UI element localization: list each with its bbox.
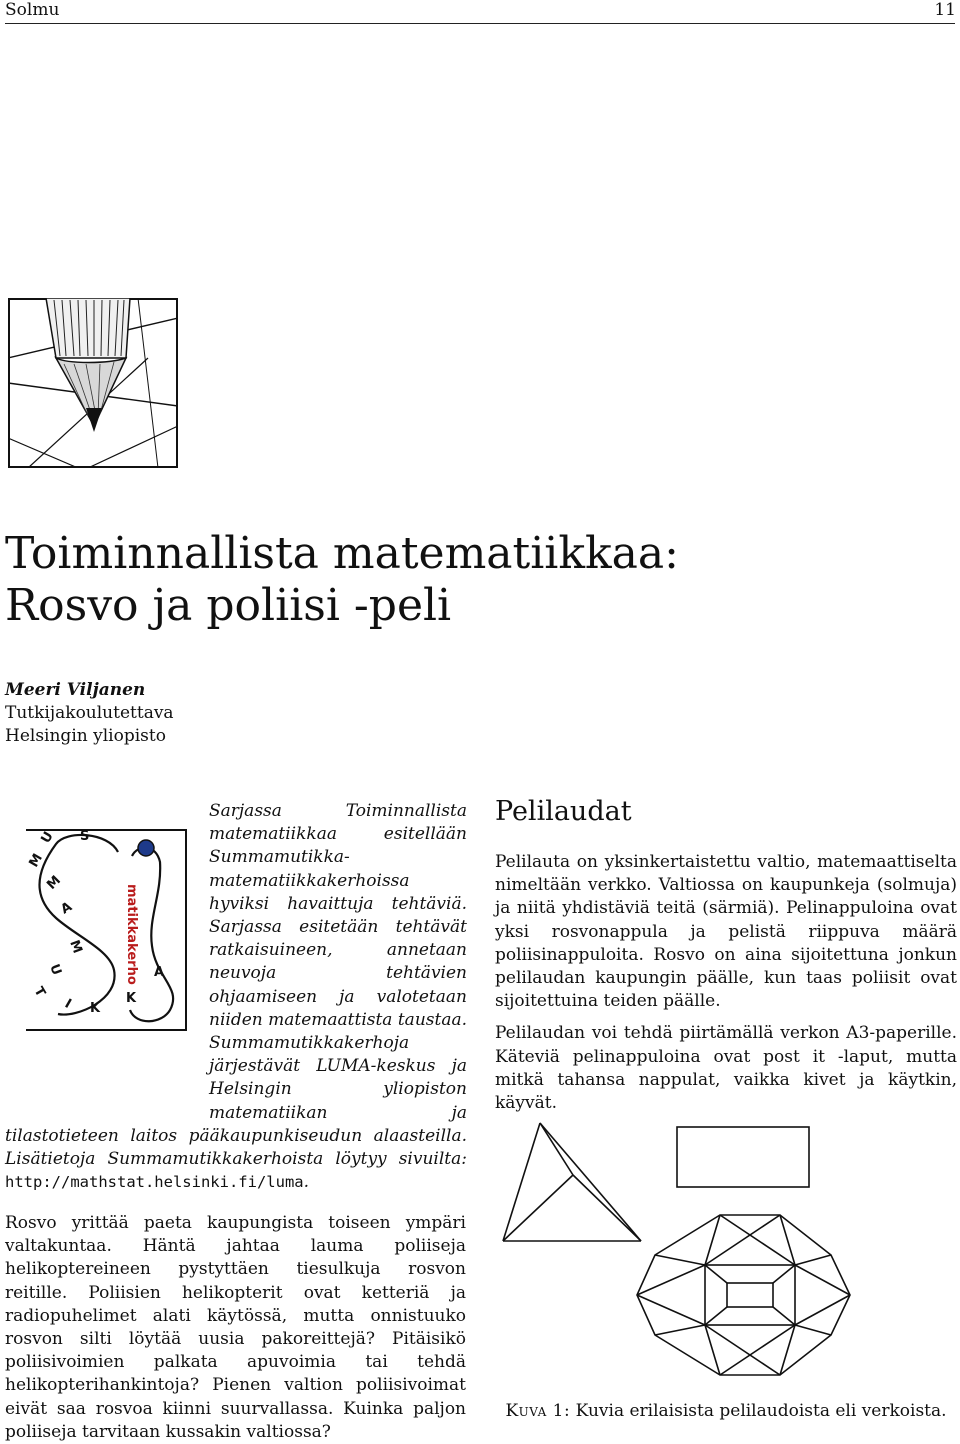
graph-polyhedron [637, 1215, 850, 1375]
article-title-line-1: Toiminnallista matematiikkaa: [5, 528, 679, 579]
series-intro-end: . [303, 1172, 310, 1193]
logo-letter: U [46, 962, 64, 978]
header-rule [5, 23, 955, 24]
logo-letter: M [66, 938, 85, 956]
example-graphs-figure [495, 1115, 960, 1405]
author-name: Meeri Viljanen [5, 680, 146, 700]
logo-side-text: matikkakerho [124, 884, 139, 985]
running-header-page-number: 11 [934, 0, 956, 20]
logo-letter: A [154, 965, 165, 980]
running-header-journal: Solmu [5, 0, 60, 20]
logo-letter: T [30, 984, 48, 1000]
luma-url-link[interactable]: http://mathstat.helsinki.fi/luma [5, 1173, 304, 1192]
left-column [5, 1212, 466, 1444]
author-block [5, 679, 174, 748]
article-title-line-2: Rosvo ja poliisi -peli [5, 580, 452, 631]
logo-letter: K [90, 1001, 101, 1016]
right-column [495, 851, 957, 1124]
pencil-illustration [8, 298, 178, 468]
graph-rectangle [677, 1127, 809, 1187]
logo-letter: A [58, 899, 75, 918]
author-affiliation: Helsingin yliopisto [5, 726, 166, 746]
series-intro-text: Sarjassa Toiminnallista matematiikkaa esitellään Summamutikka-matematiikkakerhoissa hyviksi havaittuja tehtäviä. Sarjassa esitetään tehtävät ratkaisuineen, annetaan neuvoja tehtävien ohjaamiseen ja valotetaan niiden matemaattista taustaa. Summamutikkakerhoja järjestävät LUMA-keskus ja Helsingin yliopiston matematiikan ja tilastotieteen laitos pääkaupunkiseudun alaasteilla. Lisätietoja Summamutikkakerhoista löytyy sivuilta: [5, 801, 467, 1170]
logo-letter: I [62, 996, 74, 1012]
logo-letter: S [80, 829, 90, 844]
logo-spacer [5, 800, 205, 1102]
figure-caption [495, 1400, 957, 1422]
logo-letter: M [44, 873, 64, 893]
section-paragraph-2: Pelilaudan voi tehdä piirtämällä verkon A3-paperille. Käteviä pelinappuloina ovat post it -laput, mutta mitkä tahansa nappulat, vaikka kivet ja käytkin, käyvät. [495, 1023, 957, 1114]
figure-caption-label: Kuva 1: [505, 1401, 571, 1421]
logo-letter: K [126, 991, 137, 1006]
section-paragraph-1: Pelilauta on yksinkertaistettu valtio, matemaattiselta nimeltään verkko. Valtiossa on kaupunkeja (solmuja) ja niitä yhdistäviä teitä (särmiä). Pelinappuloina ovat yksi rosvonappula ja pelistä riippuva määrä poliisinappuloita. Rosvo on aina sijoitettuna jonkun pelilaudan kaupungin päälle, kun taas poliisit ovat sijoitettuina teiden päälle. [495, 852, 957, 1012]
author-position: Tutkijakoulutettava [5, 703, 174, 723]
logo-letter: U [38, 829, 57, 846]
article-title [5, 528, 679, 632]
section-heading: Pelilaudat [495, 796, 632, 827]
graph-triangle [503, 1123, 641, 1241]
logo-letter: M [26, 851, 46, 870]
series-intro [5, 800, 467, 1194]
story-paragraph: Rosvo yrittää paeta kaupungista toiseen ympäri valtakuntaa. Häntä jahtaa lauma poliiseja helikoptereineen pystyttäen tiesulkuja rosvon reitille. Poliisien helikopterit ovat ketteriä ja radiopuhelimet alati käytössä, mutta onnistuuko rosvon silti löytää uusia pakoreittejä? Pitäisikö poliisivoimien palkata apuvoimia tai tehdä helikopterihankintoja? Pienen valtion poliisivoimat eivät saa rosvoa kiinni suurvallassa. Kuinka paljon poliiseja tarvitaan kussakin valtiossa? [5, 1213, 466, 1442]
figure-caption-text: Kuvia erilaisista pelilaudoista eli verkoista. [575, 1401, 947, 1421]
